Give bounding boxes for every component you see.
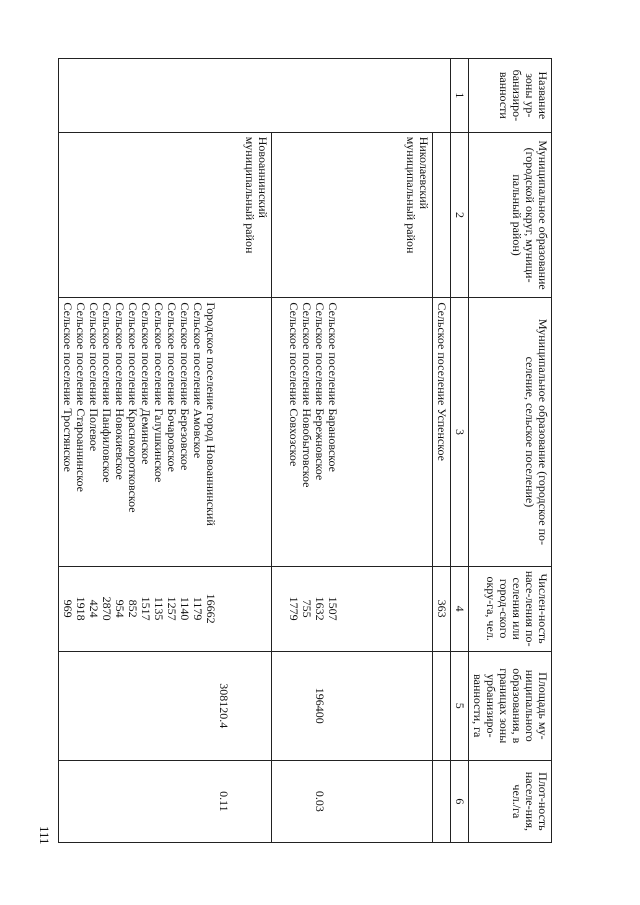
settlement-name: Сельское поселение Краснокоротковское: [126, 302, 140, 513]
header-area: Площадь му-ниципального образования, в границах зоны урбанизиро-ванности, га: [469, 651, 552, 760]
settlement-name: Сельское поселение Панфиловское: [100, 302, 114, 483]
settlement-name: Сельское поселение Совхозское: [287, 302, 301, 467]
settlement-name: Сельское поселение Новокиевское: [113, 302, 127, 480]
header-municipal-district: Муниципальное образование (городской округ, муници-пальный район): [469, 132, 552, 298]
population-value: 1135: [152, 596, 166, 621]
column-number: 3: [451, 298, 469, 566]
population-list-cell: [272, 566, 433, 651]
density-value: 0.11: [217, 791, 231, 812]
population-value: 1507: [326, 596, 340, 621]
population-value: 852: [126, 599, 140, 618]
population-cell: 363: [433, 566, 451, 651]
table-row: [433, 59, 451, 843]
settlement-name: Городское поселение город Новоаннинский: [204, 302, 218, 526]
area-cell: [272, 651, 433, 760]
settlement-name: Сельское поселение Бочаровское: [165, 302, 179, 472]
area-value: 196400: [313, 687, 327, 724]
population-list-cell: [59, 566, 272, 651]
column-number-row: [451, 59, 469, 843]
population-value: 1779: [287, 596, 301, 621]
settlement-name: Сельское поселение Березовское: [178, 302, 192, 471]
population-value: 1632: [313, 596, 327, 621]
population-value: 2870: [100, 596, 114, 621]
district-cell: [433, 132, 451, 298]
header-zone-name: Название зоны ур-банизиро-ванности: [469, 59, 552, 133]
population-value: 1140: [178, 596, 192, 621]
page-number: 111: [37, 826, 52, 845]
header-density: Плот-ность населе-ния, чел./га: [469, 760, 552, 842]
column-number: 1: [451, 59, 469, 133]
settlement-name: Сельское поселение Амовское: [191, 302, 205, 459]
population-value: 954: [113, 599, 127, 618]
density-cell: [433, 760, 451, 842]
settlement-list-cell: [272, 298, 433, 566]
district-cell: Новоаннинский муниципальный район: [59, 132, 272, 298]
column-number: 5: [451, 651, 469, 760]
area-cell: [59, 651, 272, 760]
population-value: 1918: [74, 596, 88, 621]
column-number: 2: [451, 132, 469, 298]
population-value: 1179: [191, 596, 205, 621]
population-value: 755: [300, 599, 314, 618]
header-row: [469, 59, 552, 843]
settlement-name: Сельское поселение Галушкинское: [152, 302, 166, 483]
settlement-name: Сельское поселение Полевое: [87, 302, 101, 452]
urbanization-zone-table: [58, 58, 552, 843]
settlement-name: Сельское поселение Барановское: [326, 302, 340, 472]
area-value: 308120.4: [217, 683, 231, 729]
density-cell: [59, 760, 272, 842]
district-cell: Николаевский муниципальный район: [272, 132, 433, 298]
column-number: 6: [451, 760, 469, 842]
settlement-cell: Сельское поселение Успенское: [433, 298, 451, 566]
population-value: 16662: [204, 593, 218, 624]
header-population: Числен-ность насе-ления по-селения или город-ского окру-га, чел.: [469, 566, 552, 651]
header-settlement: Муниципальное образование (городское по-селение, сельское поселение): [469, 298, 552, 566]
zone-name-cell: [59, 59, 451, 133]
settlement-name: Сельское поселение Бережновское: [313, 302, 327, 481]
density-cell: [272, 760, 433, 842]
population-value: 424: [87, 599, 101, 618]
population-value: 969: [61, 599, 75, 618]
area-cell: [433, 651, 451, 760]
settlement-name: Сельское поселение Новобытовское: [300, 302, 314, 488]
density-value: 0.03: [313, 790, 327, 812]
population-value: 1517: [139, 596, 153, 621]
settlement-name: Сельское поселение Староаннинское: [74, 302, 88, 492]
table-row: [272, 59, 433, 843]
table-row: [59, 59, 272, 843]
population-value: 1257: [165, 596, 179, 621]
settlement-name: Сельское поселение Тростянское: [61, 302, 75, 472]
settlement-list-cell: [59, 298, 272, 566]
settlement-name: Сельское поселение Деминское: [139, 302, 153, 465]
column-number: 4: [451, 566, 469, 651]
